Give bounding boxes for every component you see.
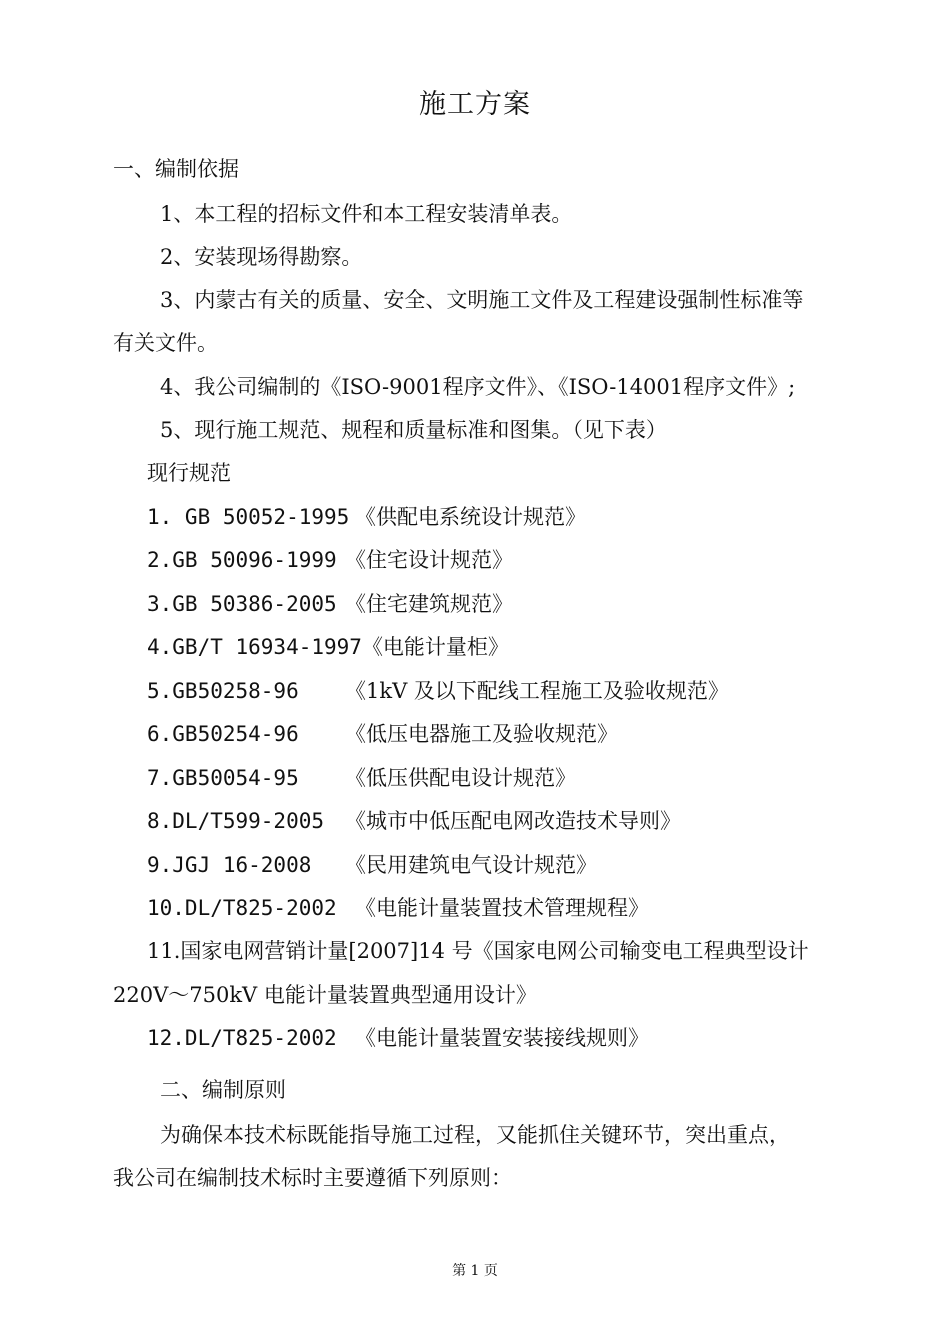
norm-row-4 <box>147 633 877 661</box>
norm-code: 10.DL/T825-2002 <box>147 896 337 920</box>
norm-row-10 <box>147 894 877 922</box>
norm-code: 6.GB50254-96 <box>147 722 299 746</box>
norm-title: 《低压电器施工及验收规范》 <box>345 722 618 746</box>
norm-code: 12.DL/T825-2002 <box>147 1026 337 1050</box>
norm-title: 《供配电系统设计规范》 <box>355 505 586 529</box>
basis-item-2: 2、安装现场得勘察。 <box>160 245 363 269</box>
principle-paragraph-continued: 我公司在编制技术标时主要遵循下列原则： <box>113 1166 512 1190</box>
norm-code: 9.JGJ 16-2008 <box>147 853 312 877</box>
norm-title: 《电能计量装置安装接线规则》 <box>355 1026 649 1050</box>
basis-item-3: 3、内蒙古有关的质量、安全、文明施工文件及工程建设强制性标准等 <box>160 288 804 312</box>
norm-row-6 <box>147 720 877 748</box>
section2-heading: 二、编制原则 <box>160 1078 286 1102</box>
norms-heading: 现行规范 <box>147 461 231 485</box>
norm-code: 8.DL/T599-2005 <box>147 809 325 833</box>
norm-code: 3.GB 50386-2005 <box>147 592 337 616</box>
norm-row-7 <box>147 764 877 792</box>
page-number: 第 1 页 <box>452 1263 498 1279</box>
norm-row-8 <box>147 807 877 835</box>
norm-code: 5.GB50258-96 <box>147 679 299 703</box>
norm-row-1 <box>147 503 877 531</box>
section1-heading: 一、编制依据 <box>113 157 239 181</box>
norm-code: 1. GB 50052-1995 <box>147 505 350 529</box>
norm-row-5 <box>147 677 877 705</box>
norm-title: 《住宅建筑规范》 <box>345 592 513 616</box>
norm-row-3 <box>147 590 877 618</box>
page-title: 施工方案 <box>419 89 531 120</box>
norm-code: 2.GB 50096-1999 <box>147 548 337 572</box>
norm-title: 《电能计量装置技术管理规程》 <box>355 896 649 920</box>
norm-code: 7.GB50054-95 <box>147 766 299 790</box>
norm-row-12 <box>147 1024 877 1052</box>
basis-item-1: 1、本工程的招标文件和本工程安装清单表。 <box>160 202 573 226</box>
norm-row-11: 11.国家电网营销计量[2007]14 号《国家电网公司输变电工程典型设计 <box>147 939 809 963</box>
norm-title: 《住宅设计规范》 <box>345 548 513 572</box>
norm-title: 《1kV 及以下配线工程施工及验收规范》 <box>345 679 729 703</box>
basis-item-5: 5、现行施工规范、规程和质量标准和图集。（见下表） <box>160 418 667 442</box>
basis-item-4: 4、我公司编制的《ISO-9001程序文件》、《ISO-14001程序文件》; <box>160 375 796 399</box>
norm-title: 《低压供配电设计规范》 <box>345 766 576 790</box>
norm-title: 《民用建筑电气设计规范》 <box>345 853 597 877</box>
principle-paragraph: 为确保本技术标既能指导施工过程，又能抓住关键环节，突出重点， <box>160 1123 790 1147</box>
norm-row-9 <box>147 851 877 879</box>
norm-row-11-continued: 220V～750kV 电能计量装置典型通用设计》 <box>113 983 537 1007</box>
norm-title: 《城市中低压配电网改造技术导则》 <box>345 809 681 833</box>
norm-row-2 <box>147 546 877 574</box>
basis-item-3-continued: 有关文件。 <box>113 331 218 355</box>
norm-title: 《电能计量柜》 <box>361 635 509 659</box>
norm-code: 4.GB/T 16934-1997 <box>147 635 362 659</box>
